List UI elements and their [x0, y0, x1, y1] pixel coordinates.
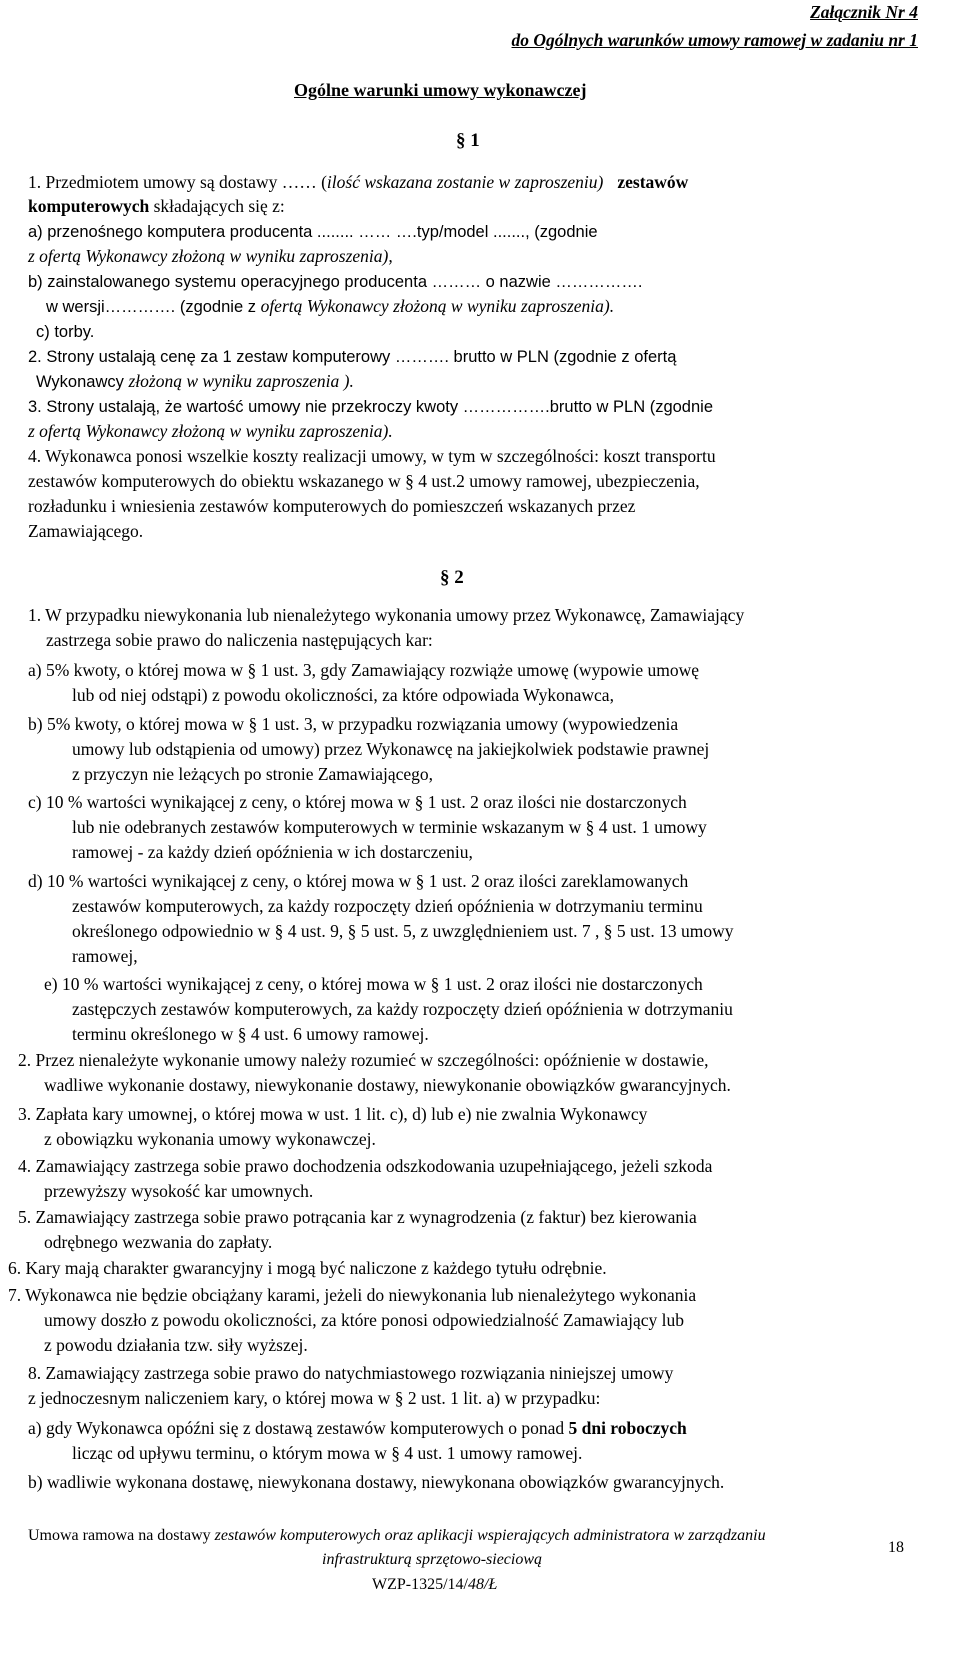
- s2-line: odrębnego wezwania do zapłaty.: [44, 1232, 273, 1252]
- s2-line: 6. Kary mają charakter gwarancyjny i mogą być naliczone z każdego tytułu odrębnie.: [8, 1258, 607, 1278]
- s2-line: zestawów komputerowych, za każdy rozpoczęty dzień opóźnienia w dotrzymaniu terminu: [72, 896, 703, 916]
- s2-line: z przyczyn nie leżących po stronie Zamawiającego,: [72, 764, 433, 784]
- s2-line: 8. Zamawiający zastrzega sobie prawo do natychmiastowego rozwiązania niniejszej umowy: [28, 1363, 674, 1383]
- s2-line: umowy doszło z powodu okoliczności, za które ponosi odpowiedzialność Zamawiający lub: [44, 1310, 685, 1330]
- s2-line: z powodu działania tzw. siły wyższej.: [44, 1335, 308, 1355]
- s2-line: zastrzega sobie prawo do naliczenia następujących kar:: [46, 630, 433, 650]
- s2-line: e) 10 % wartości wynikającej z ceny, o której mowa w § 1 ust. 2 oraz ilości nie dostarczonych: [44, 974, 703, 994]
- section-1-heading: § 1: [456, 130, 480, 151]
- s1-point2-line1: 2. Strony ustalają cenę za 1 zestaw komputerowy ………. brutto w PLN (zgodnie z ofertą: [28, 348, 677, 366]
- s2-line: c) 10 % wartości wynikającej z ceny, o której mowa w § 1 ust. 2 oraz ilości nie dostarczonych: [28, 792, 687, 812]
- s2-line: 4. Zamawiający zastrzega sobie prawo dochodzenia odszkodowania uzupełniającego, jeżeli szkoda: [18, 1156, 713, 1176]
- s1-point3-line2: z ofertą Wykonawcy złożoną w wyniku zaproszenia).: [28, 421, 393, 441]
- s1-item-b-line1: b) zainstalowanego systemu operacyjnego producenta ……… o nazwie …………….: [28, 273, 643, 291]
- s1-point2-line2: Wykonawcy złożoną w wyniku zaproszenia ).: [36, 371, 354, 391]
- footer-reference: WZP-1325/14/48/Ł: [372, 1576, 498, 1593]
- s2-line: umowy lub odstąpienia od umowy) przez Wykonawcę na jakiejkolwiek podstawie prawnej: [72, 739, 710, 759]
- s1-point1-line2: komputerowych składających się z:: [28, 196, 285, 216]
- s2-line: ramowej - za każdy dzień opóźnienia w ich dostarczeniu,: [72, 842, 473, 862]
- s2-line: zastępczych zestawów komputerowych, za każdy rozpoczęty dzień opóźnienia w dotrzymaniu: [72, 999, 733, 1019]
- s2-line: z jednoczesnym naliczeniem kary, o której mowa w § 2 ust. 1 lit. a) w przypadku:: [28, 1388, 601, 1408]
- s1-point4-line1: 4. Wykonawca ponosi wszelkie koszty realizacji umowy, w tym w szczególności: koszt transportu: [28, 446, 716, 466]
- s1-item-a-line2: z ofertą Wykonawcy złożoną w wyniku zaproszenia),: [28, 246, 393, 266]
- s2-line: wadliwe wykonanie dostawy, niewykonanie dostawy, niewykonanie obowiązków gwarancyjnych.: [44, 1075, 731, 1095]
- s2-line: 7. Wykonawca nie będzie obciążany karami, jeżeli do niewykonania lub nienależytego wykonania: [8, 1285, 697, 1305]
- s2-line: b) 5% kwoty, o której mowa w § 1 ust. 3, w przypadku rozwiązania umowy (wypowiedzenia: [28, 714, 679, 734]
- footer-line1: Umowa ramowa na dostawy zestawów komputerowych oraz aplikacji wspierających administratora w zarządzaniu: [28, 1527, 766, 1544]
- s1-point4-line2: zestawów komputerowych do obiektu wskazanego w § 4 ust.2 umowy ramowej, ubezpieczenia,: [28, 471, 700, 491]
- s1-point4-line3: rozładunku i wniesienia zestawów komputerowych do pomieszczeń wskazanych przez: [28, 496, 636, 516]
- section-2-heading: § 2: [440, 567, 464, 588]
- s2-line: terminu określonego w § 4 ust. 6 umowy ramowej.: [72, 1024, 429, 1044]
- s1-item-a-line1: a) przenośnego komputera producenta ........ …… ….typ/model ......., (zgodnie: [28, 223, 598, 241]
- s2-line: a) 5% kwoty, o której mowa w § 1 ust. 3, gdy Zamawiający rozwiąże umowę (wypowie umowę: [28, 660, 699, 680]
- s2-line: przewyższy wysokość kar umownych.: [44, 1181, 314, 1201]
- footer-line2: infrastrukturą sprzętowo-sieciową: [322, 1551, 543, 1568]
- s1-item-b-line2: w wersji…………. (zgodnie z ofertą Wykonawcy złożoną w wyniku zaproszenia).: [46, 296, 615, 316]
- page-number: 18: [888, 1539, 904, 1556]
- s2-line: d) 10 % wartości wynikającej z ceny, o której mowa w § 1 ust. 2 oraz ilości zareklamowanych: [28, 871, 689, 891]
- s1-point3-line1: 3. Strony ustalają, że wartość umowy nie przekroczy kwoty …………….brutto w PLN (zgodnie: [28, 398, 713, 416]
- s2-line: 5. Zamawiający zastrzega sobie prawo potrącania kar z wynagrodzenia (z faktur) bez kierowania: [18, 1207, 697, 1227]
- s1-point1-line1: 1. Przedmiotem umowy są dostawy …… (ilość wskazana zostanie w zaproszeniu) zestawów: [28, 172, 689, 192]
- s2-line: lub od niej odstąpi) z powodu okoliczności, za które odpowiada Wykonawca,: [72, 685, 614, 705]
- annex-label: Załącznik Nr 4: [810, 2, 918, 22]
- s2-point8-item-a-line2: licząc od upływu terminu, o którym mowa w § 4 ust. 1 umowy ramowej.: [72, 1443, 583, 1463]
- s1-item-c: c) torby.: [36, 323, 95, 341]
- document-title: Ogólne warunki umowy wykonawczej: [294, 80, 587, 100]
- s2-point8-item-a-line1: a) gdy Wykonawca opóźni się z dostawą zestawów komputerowych o ponad 5 dni roboczych: [28, 1418, 687, 1438]
- s2-line: 2. Przez nienależyte wykonanie umowy należy rozumieć w szczególności: opóźnienie w dostawie,: [18, 1050, 709, 1070]
- s2-line: lub nie odebranych zestawów komputerowych w terminie wskazanym w § 4 ust. 1 umowy: [72, 817, 707, 837]
- s2-line: 1. W przypadku niewykonania lub nienależytego wykonania umowy przez Wykonawcę, Zamawiający: [28, 605, 745, 625]
- s2-line: 3. Zapłata kary umownej, o której mowa w ust. 1 lit. c), d) lub e) nie zwalnia Wykonawcy: [18, 1104, 648, 1124]
- s1-point4-line4: Zamawiającego.: [28, 521, 144, 541]
- annex-reference: do Ogólnych warunków umowy ramowej w zadaniu nr 1: [511, 30, 918, 50]
- s2-line: z obowiązku wykonania umowy wykonawczej.: [44, 1129, 376, 1149]
- s2-point8-item-b: b) wadliwie wykonana dostawę, niewykonana dostawy, niewykonana obowiązków gwarancyjnych.: [28, 1472, 725, 1492]
- s2-line: określonego odpowiednio w § 4 ust. 9, § 5 ust. 5, z uwzględnieniem ust. 7 , § 5 ust. 13 umowy: [72, 921, 734, 941]
- s2-line: ramowej,: [72, 946, 138, 966]
